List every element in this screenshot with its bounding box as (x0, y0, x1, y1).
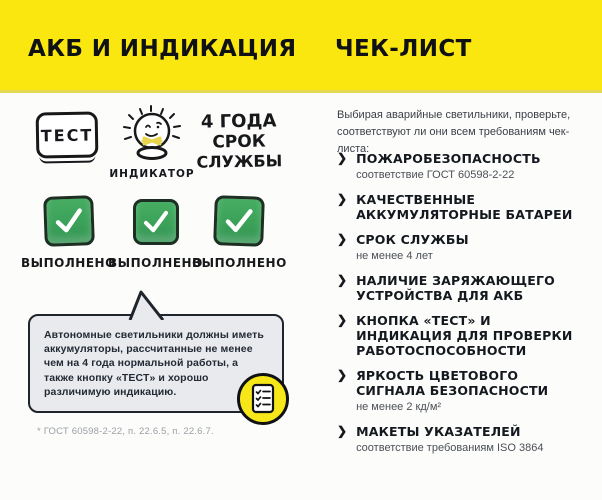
service-life-text (195, 110, 282, 172)
item-subtitle: соответствие ГОСТ 60598-2-22 (356, 169, 515, 181)
chevron-icon: ❯ (337, 232, 348, 246)
test-key-button-drawing (36, 111, 99, 158)
item-title: МАКЕТЫ УКАЗАТЕЛЕЙ (356, 424, 521, 439)
speech-bubble-tail (126, 289, 166, 320)
item-title: ЯРКОСТЬ ЦВЕТОВОГО СИГНАЛА БЕЗОПАСНОСТИ (356, 368, 549, 398)
checklist-item-service-life (337, 232, 591, 263)
done-label-3: ВЫПОЛНЕНО (192, 256, 287, 270)
item-title: ПОЖАРОБЕЗОПАСНОСТЬ (356, 151, 541, 166)
item-title: КНОПКА «ТЕСТ» И ИНДИКАЦИЯ ДЛЯ ПРОВЕРКИ РАБОТОСПОСОБНОСТИ (356, 313, 573, 358)
bubble-text: Автономные светильники должны иметь аккумуляторы, рассчитанные не менее чем на 4 года нормальной работы, а также кнопку «ТЕСТ» и хорошо различимую индикацию. (44, 329, 264, 398)
checklist-intro: Выбирая аварийные светильники, проверьте, соответствуют ли они всем требованиям чек-листа: (337, 109, 571, 156)
item-subtitle: соответствие требованиям ISO 3864 (356, 442, 544, 454)
header-band (0, 0, 602, 93)
service-life-line3: СЛУЖБЫ (196, 151, 283, 172)
done-label-2: ВЫПОЛНЕНО (108, 256, 203, 270)
item-subtitle: не менее 4 лет (356, 250, 433, 262)
item-subtitle: не менее 2 кд/м² (356, 401, 442, 413)
checklist-item-charger (337, 273, 591, 303)
test-key-label: ТЕСТ (40, 125, 94, 145)
title-checklist: ЧЕК-ЛИСТ (335, 36, 472, 62)
indicator-label: ИНДИКАТОР (109, 168, 195, 180)
checkmark-icon (216, 198, 262, 244)
done-label-1: ВЫПОЛНЕНО (21, 256, 116, 270)
gost-footnote: * ГОСТ 60598-2-22, п. 22.6.5, п. 22.6.7. (37, 426, 214, 437)
item-title: НАЛИЧИЕ ЗАРЯЖАЮЩЕГО УСТРОЙСТВА ДЛЯ АКБ (356, 273, 555, 303)
item-title: КАЧЕСТВЕННЫЕ АККУМУЛЯТОРНЫЕ БАТАРЕИ (356, 192, 573, 222)
indicator-bulb-icon (116, 101, 188, 171)
checklist-item-test-button (337, 313, 591, 358)
service-life-line1: 4 ГОДА (200, 110, 277, 133)
checklist-item-fire-safety (337, 151, 591, 182)
done-checkbox-3 (213, 195, 265, 247)
item-title: СРОК СЛУЖБЫ (356, 232, 469, 247)
chevron-icon: ❯ (337, 151, 348, 165)
title-akb-indication: АКБ И ИНДИКАЦИЯ (28, 36, 297, 62)
checkmark-icon (136, 202, 176, 242)
checklist-items (337, 151, 591, 455)
done-checkbox-2 (133, 199, 179, 245)
chevron-icon: ❯ (337, 313, 348, 327)
chevron-icon: ❯ (337, 273, 348, 287)
chevron-icon: ❯ (337, 192, 348, 206)
service-life-line2: СРОК (212, 131, 266, 153)
chevron-icon: ❯ (337, 424, 348, 438)
done-checkbox-1 (43, 195, 95, 247)
chevron-icon: ❯ (337, 368, 348, 382)
checklist-item-sign-layouts (337, 424, 591, 455)
checklist-item-brightness (337, 368, 591, 414)
checklist-doc-icon (237, 373, 289, 425)
checkmark-icon (46, 198, 92, 244)
checklist-item-batteries (337, 192, 591, 222)
